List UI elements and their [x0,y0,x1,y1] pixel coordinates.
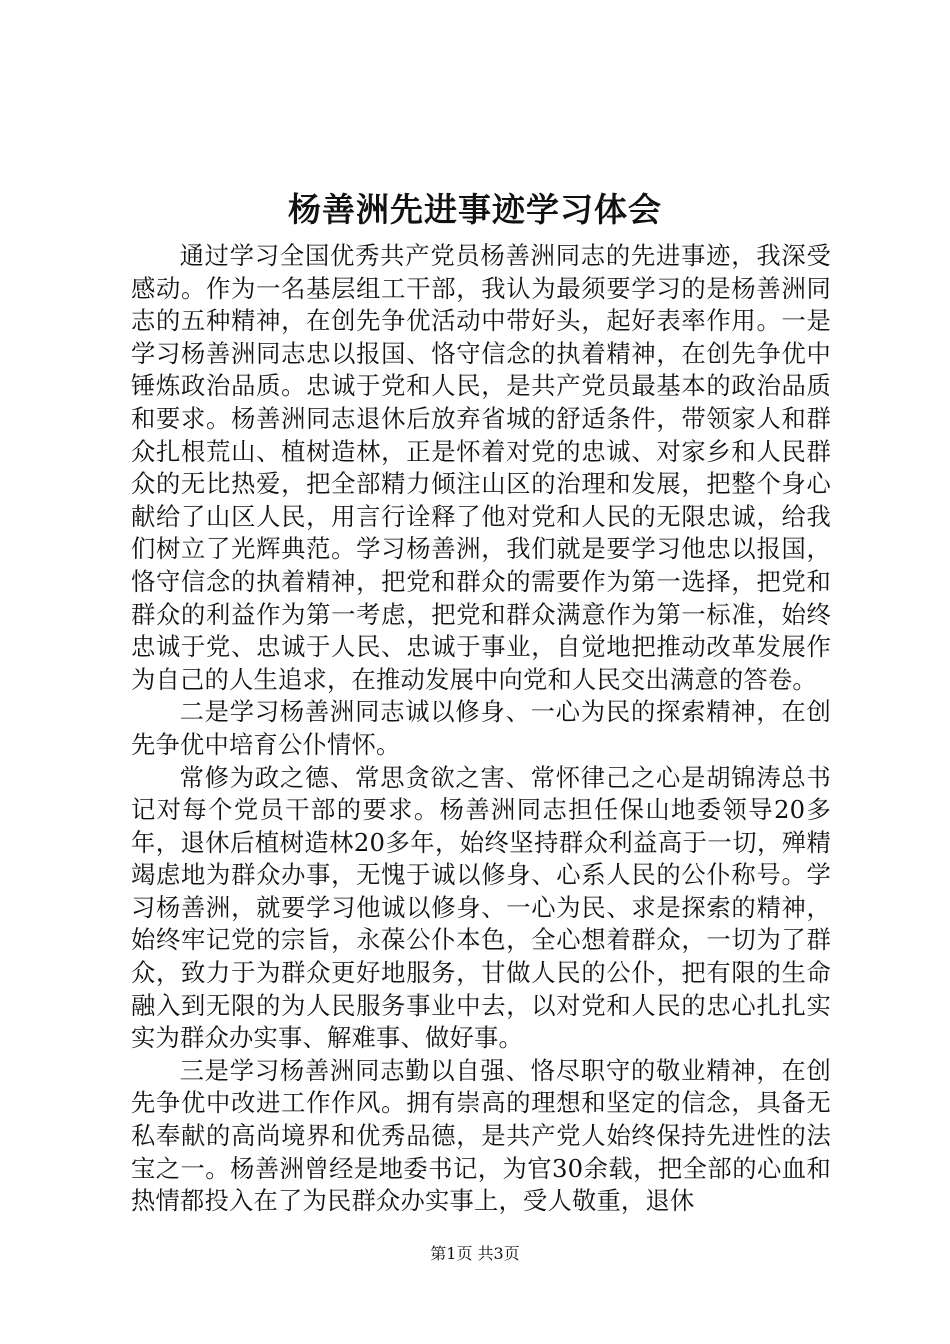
page-footer: 第1页 共3页 [430,1244,520,1263]
paragraph: 二是学习杨善洲同志诚以修身、一心为民的探索精神，在创先争优中培育公仆情怀。 [131,697,831,759]
paragraph: 通过学习全国优秀共产党员杨善洲同志的先进事迹，我深受感动。作为一名基层组工干部，我认为最须要学习的是杨善洲同志的五种精神，在创先争优活动中带好头，起好表率作用。一是学习杨善洲同志忠以报国、恪守信念的执着精神，在创先争优中锤炼政治品质。忠诚于党和人民，是共产党员最基本的政治品质和要求。杨善洲同志退休后放弃省城的舒适条件，带领家人和群众扎根荒山、植树造林，正是怀着对党的忠诚、对家乡和人民群众的无比热爱，把全部精力倾注山区的治理和发展，把整个身心献给了山区人民，用言行诠释了他对党和人民的无限忠诚，给我们树立了光辉典范。学习杨善洲，我们就是要学习他忠以报国，恪守信念的执着精神，把党和群众的需要作为第一选择，把党和群众的利益作为第一考虑，把党和群众满意作为第一标准，始终忠诚于党、忠诚于人民、忠诚于事业，自觉地把推动改革发展作为自己的人生追求，在推动发展中向党和人民交出满意的答卷。 [131,241,831,694]
paragraph: 三是学习杨善洲同志勤以自强、恪尽职守的敬业精神，在创先争优中改进工作作风。拥有崇高的理想和坚定的信念，具备无私奉献的高尚境界和优秀品德，是共产党人始终保持先进性的法宝之一。杨善洲曾经是地委书记，为官30余载，把全部的心血和热情都投入在了为民群众办实事上，受人敬重，退休 [131,1055,831,1216]
document-body [131,240,831,1218]
document-title: 杨善洲先进事迹学习体会 [288,190,662,229]
paragraph: 常修为政之德、常思贪欲之害、常怀律己之心是胡锦涛总书记对每个党员干部的要求。杨善洲同志担任保山地委领导20多年，退休后植树造林20多年，始终坚持群众利益高于一切，殚精竭虑地为群众办事，无愧于诚以修身、心系人民的公仆称号。学习杨善洲，就要学习他诚以修身、一心为民、求是探索的精神，始终牢记党的宗旨，永葆公仆本色，全心想着群众，一切为了群众，致力于为群众更好地服务，甘做人民的公仆，把有限的生命融入到无限的为人民服务事业中去，以对党和人民的忠心扎扎实实为群众办实事、解难事、做好事。 [131,762,831,1053]
